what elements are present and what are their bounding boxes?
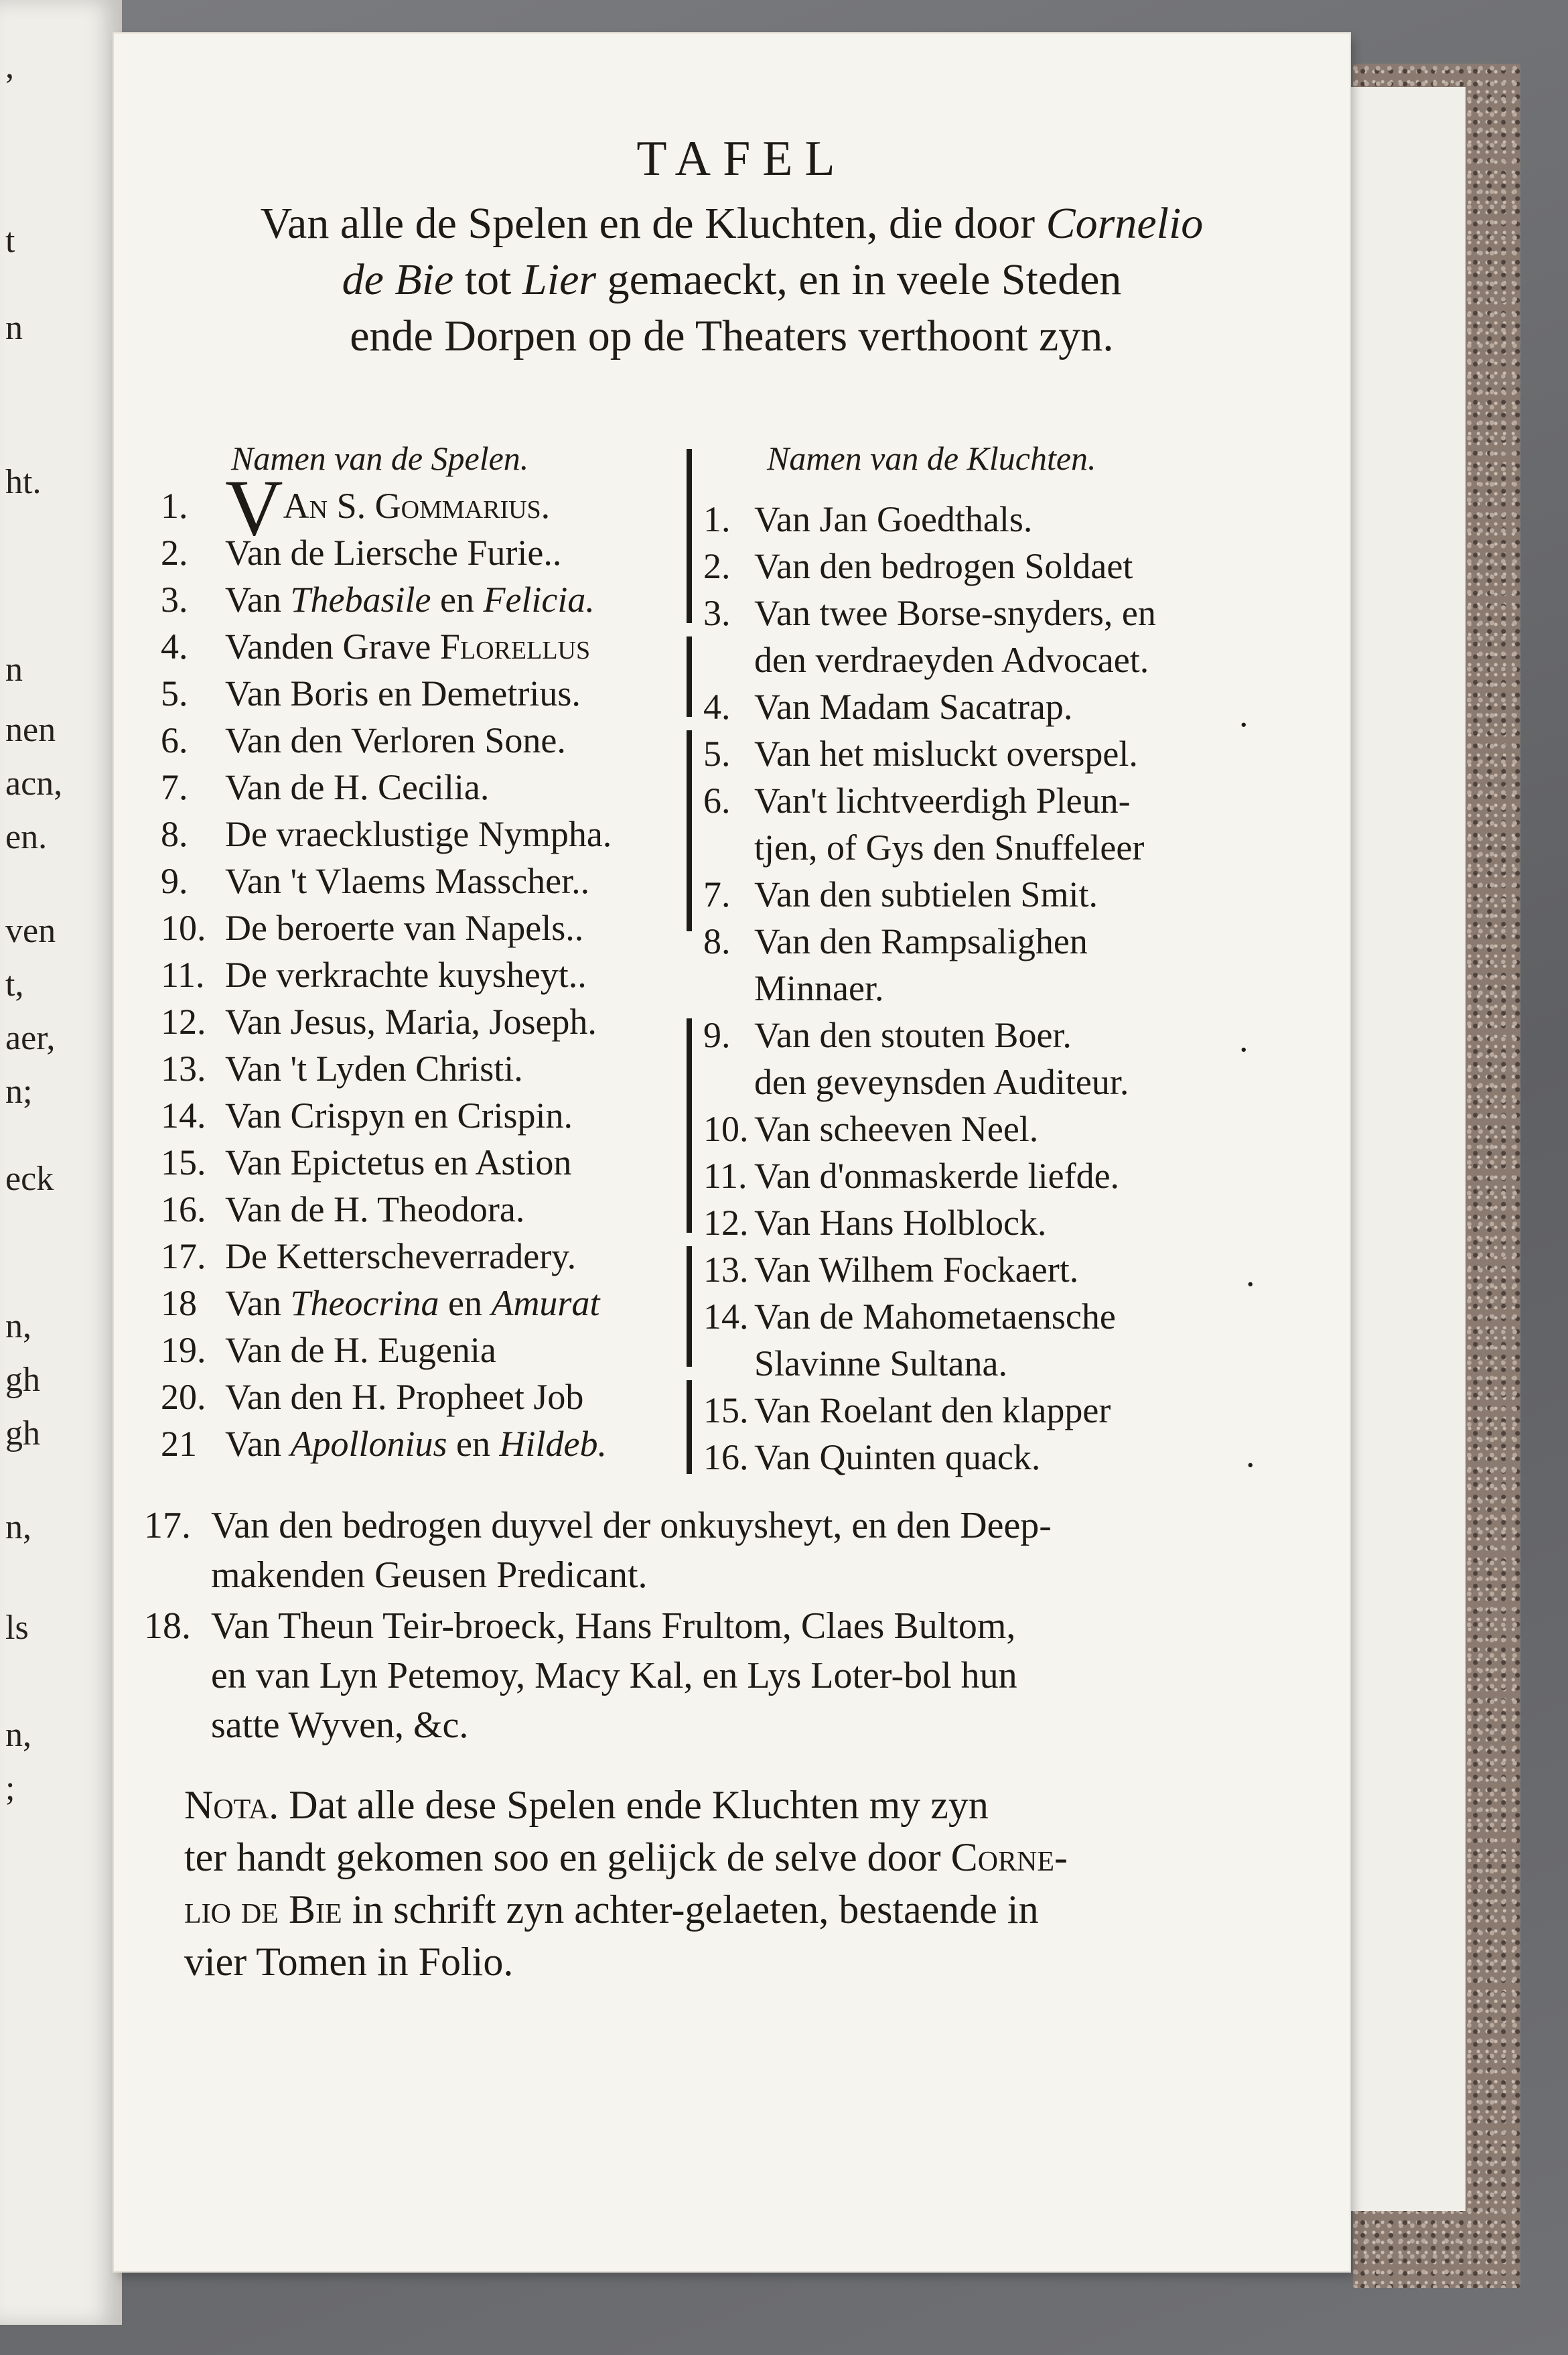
kluchten-item: 11. Van d'onmaskerde liefde.: [703, 1156, 1120, 1196]
list-item-extra-17: 17. Van den bedrogen duyvel der onkuysheyt, en den Deep- makenden Geusen Predicant.: [144, 1505, 1052, 1596]
left-page-fragment: ht.: [5, 463, 42, 501]
nota-paragraph: Nota. Dat alle dese Spelen ende Kluchten my zyn ter handt gekomen soo en gelijck de selve door Corne- lio de Bie in schrift zyn achter-gelaeten, bestaende in vier Tomen in Folio.: [184, 1783, 1068, 1984]
left-page-fragment: t: [5, 222, 15, 260]
page-title: TAFEL: [636, 131, 847, 186]
spelen-item: 20. Van den H. Propheet Job: [161, 1377, 584, 1417]
kluchten-item: 9. Van den stouten Boer.: [703, 1015, 1072, 1055]
left-page-fragment: en.: [5, 818, 48, 856]
spelen-item: 6. Van den Verloren Sone.: [161, 720, 566, 760]
left-page-fragment: n: [5, 651, 23, 689]
spelen-item: 15. Van Epictetus en Astion: [161, 1142, 572, 1183]
spelen-item: 5. Van Boris en Demetrius.: [161, 673, 581, 714]
left-page-fragment: ,: [5, 48, 14, 86]
kluchten-item: 5. Van het misluckt overspel.: [703, 734, 1138, 774]
left-page-fragment: n,: [5, 1307, 31, 1345]
spelen-item: 18 Van Theocrina en Amurat: [161, 1283, 600, 1323]
spelen-item: 13. Van 't Lyden Christi.: [161, 1049, 523, 1089]
left-page-fragment: nen: [5, 711, 56, 749]
kluchten-item: tjen, of Gys den Snuffeleer: [754, 827, 1145, 868]
title-block: [114, 131, 1350, 364]
spelen-item: 1. VAn S. Gommarius.: [161, 463, 551, 552]
left-page-fragment: acn,: [5, 764, 63, 803]
left-page-fragment: n: [5, 309, 23, 347]
spelen-item: 8. De vraecklustige Nympha.: [161, 814, 612, 854]
spelen-item: 3. Van Thebasile en Felicia.: [161, 580, 595, 620]
kluchten-item: 3. Van twee Borse-snyders, en: [703, 593, 1156, 633]
kluchten-item: 2. Van den bedrogen Soldaet: [703, 546, 1133, 586]
column-divider: [687, 449, 692, 623]
margin-mark: .: [1246, 1434, 1255, 1475]
right-page: [114, 33, 1350, 2271]
kluchten-item: 13. Van Wilhem Fockaert.: [703, 1250, 1079, 1290]
kluchten-item: 12. Van Hans Holblock.: [703, 1203, 1047, 1243]
kluchten-item: den verdraeyden Advocaet.: [754, 640, 1149, 680]
left-page-fragment: gh: [5, 1414, 40, 1453]
kluchten-item: 8. Van den Rampsalighen: [703, 921, 1088, 961]
column-divider: [687, 1246, 692, 1367]
kluchten-item: 15. Van Roelant den klapper: [703, 1390, 1111, 1430]
column-divider: [687, 1380, 692, 1474]
left-page-fragment: n;: [5, 1073, 33, 1111]
spelen-item: 19. Van de H. Eugenia: [161, 1330, 496, 1370]
margin-mark: .: [1239, 1019, 1249, 1059]
spelen-item: 14. Van Crispyn en Crispin.: [161, 1095, 573, 1136]
kluchten-item: Minnaer.: [754, 968, 884, 1008]
kluchten-item: 1. Van Jan Goedthals.: [703, 499, 1033, 539]
spelen-item: 21 Van Apollonius en Hildeb.: [161, 1424, 607, 1464]
spelen-item: 17. De Ketterscheverradery.: [161, 1236, 577, 1276]
kluchten-list: [703, 496, 1333, 1481]
kluchten-item: 14. Van de Mahometaensche: [703, 1296, 1116, 1337]
spelen-item: 16. Van de H. Theodora.: [161, 1189, 525, 1229]
spelen-item: 9. Van 't Vlaems Masscher..: [161, 861, 590, 901]
spelen-item: 4. Vanden Grave Florellus: [161, 626, 591, 667]
left-page-fragment: ;: [5, 1769, 15, 1808]
kluchten-column-header: Namen van de Kluchten.: [767, 440, 1096, 477]
kluchten-item: 7. Van den subtielen Smit.: [703, 874, 1098, 915]
spelen-item: 11. De verkrachte kuysheyt..: [161, 955, 587, 995]
column-divider: [687, 1018, 692, 1233]
spelen-item: 7. Van de H. Cecilia.: [161, 767, 490, 807]
left-page-fragment: n,: [5, 1716, 31, 1754]
left-page-fragment: n,: [5, 1508, 31, 1546]
list-item-extra-18: 18. Van Theun Teir-broeck, Hans Frultom, Claes Bultom, en van Lyn Petemoy, Macy Kal, en Lys Loter-bol hun satte Wyven, &c.: [144, 1605, 1017, 1746]
margin-mark: .: [1239, 694, 1249, 734]
left-page-fragment: aer,: [5, 1019, 56, 1057]
kluchten-item: 4. Van Madam Sacatrap.: [703, 687, 1073, 727]
left-page: [0, 0, 122, 2325]
kluchten-item: 10. Van scheeven Neel.: [703, 1109, 1039, 1149]
margin-mark: .: [1246, 1254, 1255, 1294]
spelen-item: 10. De beroerte van Napels..: [161, 908, 584, 948]
spelen-list: [161, 463, 683, 1467]
kluchten-item: 6. Van't lichtveerdigh Pleun-: [703, 781, 1131, 821]
spelen-column-header: Namen van de Spelen.: [231, 440, 529, 477]
kluchten-item: 16. Van Quinten quack.: [703, 1437, 1041, 1477]
left-page-fragment: t,: [5, 965, 24, 1004]
kluchten-item: Slavinne Sultana.: [754, 1343, 1007, 1384]
left-page-fragment: ven: [5, 912, 56, 950]
column-divider: [687, 730, 692, 931]
spelen-item: 2. Van de Liersche Furie..: [161, 533, 562, 573]
column-divider: [687, 636, 692, 717]
left-page-fragment: gh: [5, 1361, 40, 1399]
left-page-fragment: eck: [5, 1160, 54, 1198]
left-page-fragment: ls: [5, 1609, 29, 1647]
spelen-item: 12. Van Jesus, Maria, Joseph.: [161, 1002, 597, 1042]
page-subtitle: Van alle de Spelen en de Kluchten, die door Cornelio de Bie tot Lier gemaeckt, en in veele Steden ende Dorpen op de Theaters verthoont zyn.: [260, 199, 1204, 360]
kluchten-item: den geveynsden Auditeur.: [754, 1062, 1129, 1102]
